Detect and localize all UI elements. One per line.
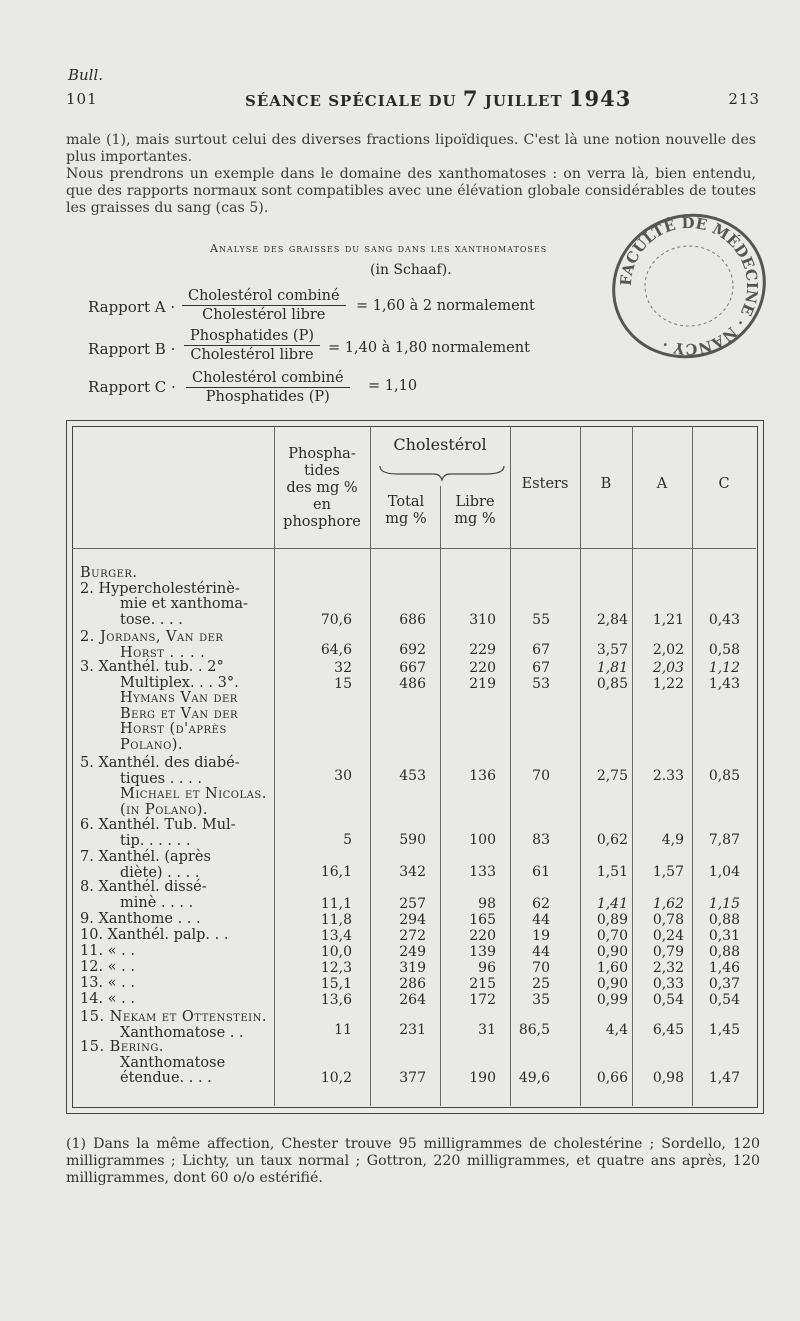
table-cell: 219: [469, 676, 496, 692]
table-cell: 1,41: [596, 896, 628, 912]
table-cell: 98: [478, 896, 496, 912]
table-row-name-line: 10. Xanthél. palp. . .: [80, 927, 229, 943]
table-cell: 0,70: [596, 928, 628, 944]
table-row-name: [80, 976, 135, 992]
table-cell: 231: [399, 1022, 426, 1038]
table-cell: 172: [469, 992, 496, 1008]
stamp-text: FACULTÉ DE MÉDECINE · NANCY ·: [616, 213, 762, 359]
table-row-name-line: diète) . . . .: [120, 864, 200, 881]
table-row-name: [80, 818, 236, 849]
table-cell: 319: [399, 960, 426, 976]
table-row-name-line: Xanthomatose: [120, 1054, 226, 1071]
table-cell: 35: [532, 992, 550, 1008]
table-cell: 1,21: [652, 612, 684, 628]
table-row-name-line: Xanthomatose . .: [120, 1024, 244, 1041]
ratio-a-numerator: Cholestérol combiné: [182, 288, 346, 306]
table-cell: 12,3: [320, 960, 352, 976]
table-cell: 1,12: [708, 660, 740, 676]
table-cell: 0,98: [652, 1070, 684, 1086]
table-cell: 13,6: [320, 992, 352, 1008]
table-row-name: [80, 630, 223, 661]
header-title-day: 7: [462, 86, 479, 111]
table-cell: 1,81: [596, 660, 628, 676]
header-esters: Esters: [521, 476, 569, 492]
table-cell: 2.33: [652, 768, 684, 784]
table-cell: 83: [532, 832, 550, 848]
table-cell: 257: [399, 896, 426, 912]
table-row-name-line: 11. « . .: [80, 943, 135, 959]
paragraph-1: male (1), mais surtout celui des diverses fractions lipoïdiques. C'est là une notion nouvelle des plus importantes.: [66, 132, 756, 165]
table-row-name-line: tose. . . .: [120, 611, 183, 628]
cholesterol-brace: [378, 462, 506, 482]
table-cell: 4,4: [605, 1022, 628, 1038]
table-cell: 220: [469, 660, 496, 676]
table-cell: 11: [334, 1022, 352, 1038]
table-row-name: [80, 880, 207, 911]
table-cell: 1,15: [708, 896, 740, 912]
table-row-name-line: mie et xanthoma-: [120, 596, 248, 612]
table-cell: 4,9: [661, 832, 684, 848]
ratio-b-numerator: Phosphatides (P): [184, 328, 320, 346]
table-cell: 667: [399, 660, 426, 676]
table-row-name: [80, 992, 135, 1008]
table-row-name-line: Hymans Van der: [120, 690, 238, 706]
table-cell: 0,88: [708, 944, 740, 960]
header-title-month: JUILLET: [484, 92, 563, 110]
table-cell: 486: [399, 676, 426, 692]
header-total-label: Total: [387, 494, 425, 510]
table-cell: 32: [334, 660, 352, 676]
table-cell: 15: [334, 676, 352, 692]
table-row-name-line: Berg et Van der: [120, 705, 239, 722]
table-cell: 1,51: [596, 864, 628, 880]
table-cell: 136: [469, 768, 496, 784]
table-cell: 49,6: [518, 1070, 550, 1086]
table-cell: 11,8: [320, 912, 352, 928]
table-cell: 1,60: [596, 960, 628, 976]
table-row-name-line: Burger.: [80, 565, 138, 581]
table-cell: 15,1: [320, 976, 352, 992]
table-row-name-line: 15. Bering.: [80, 1039, 164, 1055]
table-cell: 0,43: [708, 612, 740, 628]
table-cell: 0,90: [596, 976, 628, 992]
table-row-name: [80, 912, 201, 928]
table-row-name-line: 6. Xanthél. Tub. Mul-: [80, 817, 236, 833]
table-cell: 0,54: [652, 992, 684, 1008]
table-cell: 44: [532, 944, 550, 960]
table-row-name-line: 13. « . .: [80, 975, 135, 991]
table-cell: 453: [399, 768, 426, 784]
header-title-prefix: SÉANCE SPÉCIALE DU: [245, 92, 457, 110]
table-cell: 215: [469, 976, 496, 992]
table-cell: 16,1: [320, 864, 352, 880]
table-cell: 0,24: [652, 928, 684, 944]
ratio-b-label: Rapport B ·: [88, 340, 176, 358]
table-cell: 0,78: [652, 912, 684, 928]
ratio-c-fraction: [186, 370, 350, 405]
table-row-name: [80, 756, 267, 818]
table-cell: 96: [478, 960, 496, 976]
table-cell: 229: [469, 642, 496, 658]
header-separator: [72, 548, 756, 549]
table-cell: 2,75: [596, 768, 628, 784]
header-a: A: [656, 476, 668, 492]
table-row-name-line: Michael et Nicolas.: [120, 786, 267, 802]
table-cell: 100: [469, 832, 496, 848]
ratio-c-denominator: Phosphatides (P): [205, 389, 330, 405]
table-cell: 67: [532, 642, 550, 658]
table-row-name-line: 3. Xanthél. tub. . 2°: [80, 659, 224, 675]
table-cell: 2,84: [596, 612, 628, 628]
ratio-a-denominator: Cholestérol libre: [202, 307, 326, 323]
table-cell: 286: [399, 976, 426, 992]
table-row-name-line: 8. Xanthél. dissé-: [80, 879, 207, 895]
table-cell: 70: [532, 960, 550, 976]
table-row-name-line: Polano).: [120, 736, 184, 753]
table-cell: 44: [532, 912, 550, 928]
table-cell: 310: [469, 612, 496, 628]
table-cell: 294: [399, 912, 426, 928]
table-cell: 249: [399, 944, 426, 960]
table-cell: 2,32: [652, 960, 684, 976]
table-row-name-line: 7. Xanthél. (après: [80, 849, 211, 865]
analysis-title: Analyse des graisses du sang dans les xanthomatoses: [210, 242, 548, 255]
table-cell: 11,1: [320, 896, 352, 912]
table-row-name-line: 14. « . .: [80, 991, 135, 1007]
table-cell: 0,85: [596, 676, 628, 692]
table-cell: 0,90: [596, 944, 628, 960]
header-libre-label: Libre: [455, 494, 495, 510]
table-cell: 165: [469, 912, 496, 928]
table-cell: 692: [399, 642, 426, 658]
table-row-name: [80, 566, 248, 628]
table-row-name-line: tiques . . . .: [120, 770, 202, 787]
footnote: (1) Dans la même affection, Chester trouve 95 milligrammes de cholestérine ; Sordello, 120 milligrammes ; Lichty, un taux normal ; Gottron, 220 milligrammes, et quatre ans après, 120 milligrammes, dont 60 o/o estérifié.: [66, 1136, 760, 1186]
header-phosphatides: [276, 446, 368, 531]
table-row-name-line: 9. Xanthome . . .: [80, 911, 201, 927]
table-cell: 2,02: [652, 642, 684, 658]
table-cell: 7,87: [708, 832, 740, 848]
header-total: [372, 494, 440, 528]
table-cell: 86,5: [518, 1022, 550, 1038]
table-cell: 139: [469, 944, 496, 960]
table-cell: 377: [399, 1070, 426, 1086]
ratio-c-label: Rapport C ·: [88, 378, 176, 396]
table-row-name-line: 15. Nekam et Ottenstein.: [80, 1009, 267, 1025]
table-cell: 70,6: [320, 612, 352, 628]
table-cell: 61: [532, 864, 550, 880]
paragraph-2: Nous prendrons un exemple dans le domaine des xanthomatoses : on verra là, bien entendu, que des rapports normaux sont compatibles avec une élévation globale considérables de toutes les graisses du sang (cas 5).: [66, 166, 756, 216]
table-row-name-line: Horst . . . .: [120, 644, 206, 661]
table-cell: 342: [399, 864, 426, 880]
table-cell: 2,03: [652, 660, 684, 676]
header-title-year: 1943: [568, 86, 632, 111]
header-phospha-line5: phosphore: [283, 514, 361, 530]
ratio-c-numerator: Cholestérol combiné: [186, 370, 350, 388]
header-cholesterol: Cholestérol: [393, 435, 487, 454]
table-cell: 55: [532, 612, 550, 628]
table-cell: 0,37: [708, 976, 740, 992]
table-row-name-line: 2. Jordans, Van der: [80, 629, 224, 645]
faculty-stamp: [608, 205, 770, 367]
table-cell: 0,89: [596, 912, 628, 928]
ratio-b-value: = 1,40 à 1,80 normalement: [328, 340, 530, 356]
header-phospha-line1: Phospha-: [288, 446, 356, 462]
table-cell: 0,79: [652, 944, 684, 960]
table-cell: 0,58: [708, 642, 740, 658]
table-cell: 1,46: [708, 960, 740, 976]
table-row-name: [80, 1040, 225, 1087]
header-volume: 101: [66, 90, 98, 108]
table-row-name-line: 5. Xanthél. des diabé-: [80, 755, 240, 771]
table-cell: 686: [399, 612, 426, 628]
table-cell: 190: [469, 1070, 496, 1086]
header-libre-unit: mg %: [454, 511, 496, 527]
table-cell: 31: [478, 1022, 496, 1038]
table-cell: 0,66: [596, 1070, 628, 1086]
table-cell: 264: [399, 992, 426, 1008]
table-cell: 1,47: [708, 1070, 740, 1086]
table-row-name: [80, 928, 228, 944]
ratio-c-value: = 1,10: [368, 378, 418, 394]
table-cell: 1,43: [708, 676, 740, 692]
table-cell: 590: [399, 832, 426, 848]
table-cell: 0,85: [708, 768, 740, 784]
table-cell: 62: [532, 896, 550, 912]
header-title: [245, 86, 631, 111]
table-row-name-line: Multiplex. . . 3°.: [120, 674, 239, 691]
table-cell: 0,99: [596, 992, 628, 1008]
table-row-name-line: 2. Hypercholestérinè-: [80, 580, 240, 597]
ratio-a-fraction: [182, 288, 346, 323]
table-cell: 3,57: [596, 642, 628, 658]
table-cell: 13,4: [320, 928, 352, 944]
table-cell: 64,6: [320, 642, 352, 658]
table-cell: 67: [532, 660, 550, 676]
ratio-a-value: = 1,60 à 2 normalement: [356, 298, 535, 314]
header-page-number: 213: [728, 90, 760, 108]
table-row-name-line: Horst (d'après: [120, 721, 227, 737]
table-cell: 1,57: [652, 864, 684, 880]
table-cell: 0,33: [652, 976, 684, 992]
header-libre: [441, 494, 509, 528]
table-cell: 30: [334, 768, 352, 784]
table-cell: 10,2: [320, 1070, 352, 1086]
header-phospha-line2: tides: [304, 463, 340, 479]
table-row-name: [80, 660, 239, 753]
header-phospha-line4: en: [313, 497, 331, 513]
table-cell: 6,45: [652, 1022, 684, 1038]
table-cell: 0,62: [596, 832, 628, 848]
table-cell: 133: [469, 864, 496, 880]
table-cell: 5: [343, 832, 352, 848]
table-cell: 0,88: [708, 912, 740, 928]
table-row-name: [80, 1010, 267, 1041]
table-cell: 10,0: [320, 944, 352, 960]
header-c: C: [718, 476, 730, 492]
analysis-source: (in Schaaf).: [370, 262, 452, 278]
table-cell: 0,54: [708, 992, 740, 1008]
table-cell: 1,45: [708, 1022, 740, 1038]
table-cell: 272: [399, 928, 426, 944]
table-cell: 25: [532, 976, 550, 992]
table-row-name: [80, 944, 135, 960]
table-row-name-line: (in Polano).: [120, 801, 208, 818]
ratio-a-label: Rapport A ·: [88, 298, 176, 316]
header-bull: Bull.: [68, 66, 104, 84]
table-cell: 0,31: [708, 928, 740, 944]
table-cell: 1,62: [652, 896, 684, 912]
table-cell: 1,22: [652, 676, 684, 692]
header-b: B: [600, 476, 612, 492]
table-cell: 70: [532, 768, 550, 784]
table-cell: 53: [532, 676, 550, 692]
ratio-b-denominator: Cholestérol libre: [190, 347, 314, 363]
table-cell: 1,04: [708, 864, 740, 880]
header-phospha-line3: des mg %: [286, 480, 358, 496]
table-row-name-line: tip. . . . . .: [120, 832, 191, 849]
col-divider-1: [274, 426, 275, 1106]
table-row-name-line: minè . . . .: [120, 894, 194, 911]
table-cell: 220: [469, 928, 496, 944]
col-divider-chol: [440, 486, 441, 1106]
table-cell: 19: [532, 928, 550, 944]
table-row-name-line: 12. « . .: [80, 959, 135, 975]
header-total-unit: mg %: [385, 511, 427, 527]
table-row-name: [80, 960, 135, 976]
table-row-name: [80, 850, 211, 881]
table-row-name-line: étendue. . . .: [120, 1070, 212, 1086]
ratio-b-fraction: [184, 328, 320, 363]
